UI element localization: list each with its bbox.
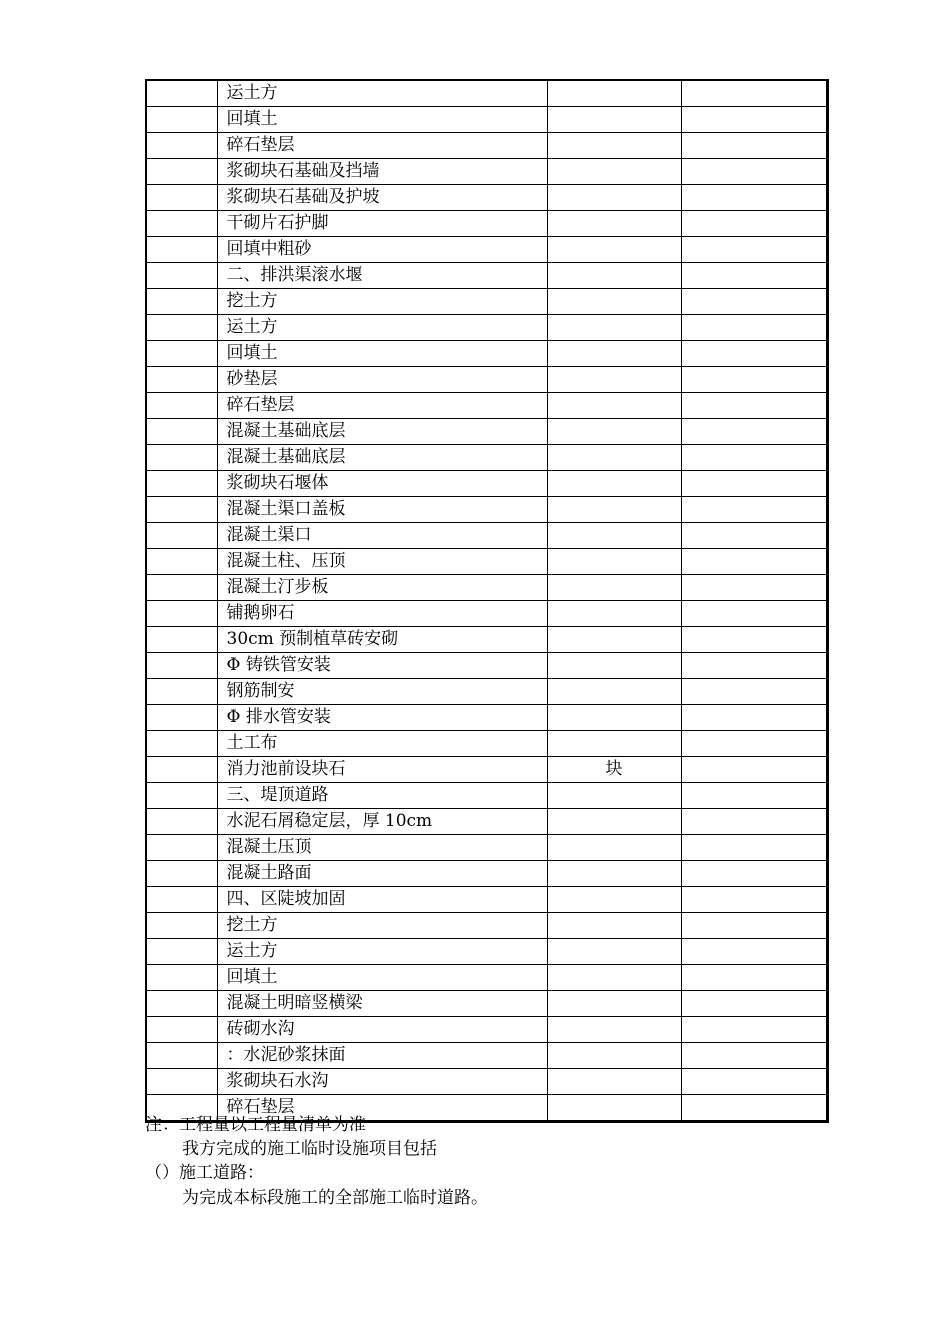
row-number-cell xyxy=(146,471,217,497)
row-number-cell xyxy=(146,1017,217,1043)
table-row xyxy=(146,133,827,159)
unit-cell xyxy=(547,263,681,289)
unit-cell xyxy=(547,731,681,757)
item-name-cell: 浆砌块石堰体 xyxy=(217,471,547,497)
quantity-cell xyxy=(681,523,827,549)
table-row xyxy=(146,263,827,289)
row-number-cell xyxy=(146,575,217,601)
item-name-cell: 混凝土基础底层 xyxy=(217,445,547,471)
unit-cell xyxy=(547,523,681,549)
row-number-cell xyxy=(146,887,217,913)
quantity-cell xyxy=(681,133,827,159)
unit-cell xyxy=(547,679,681,705)
row-number-cell xyxy=(146,367,217,393)
quantity-cell xyxy=(681,835,827,861)
table-row xyxy=(146,653,827,679)
item-name-cell: 浆砌块石水沟 xyxy=(217,1069,547,1095)
row-number-cell xyxy=(146,913,217,939)
unit-cell xyxy=(547,315,681,341)
row-number-cell xyxy=(146,1043,217,1069)
unit-cell xyxy=(547,471,681,497)
item-name-cell: 混凝土渠口 xyxy=(217,523,547,549)
quantity-cell xyxy=(681,393,827,419)
row-number-cell xyxy=(146,601,217,627)
unit-cell xyxy=(547,965,681,991)
item-name-cell: 回填中粗砂 xyxy=(217,237,547,263)
item-name-cell: 浆砌块石基础及挡墙 xyxy=(217,159,547,185)
unit-cell xyxy=(547,445,681,471)
table-row xyxy=(146,1069,827,1095)
unit-cell xyxy=(547,809,681,835)
table-row xyxy=(146,835,827,861)
table-row xyxy=(146,497,827,523)
quantity-cell xyxy=(681,965,827,991)
note-construction-road-text: 为完成本标段施工的全部施工临时道路。 xyxy=(182,1188,488,1208)
quantity-cell xyxy=(681,653,827,679)
table-row xyxy=(146,315,827,341)
quantity-cell xyxy=(681,289,827,315)
table-row xyxy=(146,887,827,913)
item-name-cell: 浆砌块石基础及护坡 xyxy=(217,185,547,211)
quantity-cell xyxy=(681,341,827,367)
quantity-cell xyxy=(681,731,827,757)
row-number-cell xyxy=(146,263,217,289)
table-row xyxy=(146,107,827,133)
row-number-cell xyxy=(146,809,217,835)
quantity-cell xyxy=(681,575,827,601)
unit-cell xyxy=(547,1095,681,1122)
row-number-cell xyxy=(146,445,217,471)
unit-cell xyxy=(547,237,681,263)
row-number-cell xyxy=(146,627,217,653)
item-name-cell: 30cm 预制植草砖安砌 xyxy=(217,627,547,653)
unit-cell xyxy=(547,497,681,523)
quantity-cell xyxy=(681,159,827,185)
row-number-cell xyxy=(146,289,217,315)
table-row xyxy=(146,341,827,367)
unit-cell xyxy=(547,887,681,913)
row-number-cell xyxy=(146,705,217,731)
unit-cell xyxy=(547,601,681,627)
quantity-cell xyxy=(681,445,827,471)
item-name-cell: 四、区陡坡加固 xyxy=(217,887,547,913)
table-row xyxy=(146,991,827,1017)
item-name-cell: 挖土方 xyxy=(217,289,547,315)
item-name-cell: Φ 排水管安装 xyxy=(217,705,547,731)
unit-cell xyxy=(547,289,681,315)
table-row xyxy=(146,679,827,705)
row-number-cell xyxy=(146,237,217,263)
item-name-cell: 混凝土基础底层 xyxy=(217,419,547,445)
quantity-cell xyxy=(681,263,827,289)
unit-cell xyxy=(547,1017,681,1043)
unit-cell xyxy=(547,861,681,887)
item-name-cell: 混凝土柱、压顶 xyxy=(217,549,547,575)
quantity-cell xyxy=(681,549,827,575)
table-row xyxy=(146,913,827,939)
table-row xyxy=(146,939,827,965)
unit-cell xyxy=(547,1069,681,1095)
table-row xyxy=(146,965,827,991)
quantity-cell xyxy=(681,627,827,653)
item-name-cell: 回填土 xyxy=(217,965,547,991)
table-row xyxy=(146,705,827,731)
unit-cell: 块 xyxy=(547,757,681,783)
item-name-cell: ：水泥砂浆抹面 xyxy=(217,1043,547,1069)
quantity-cell xyxy=(681,861,827,887)
table-row xyxy=(146,731,827,757)
row-number-cell xyxy=(146,1069,217,1095)
row-number-cell xyxy=(146,653,217,679)
table-row xyxy=(146,523,827,549)
item-name-cell: 运土方 xyxy=(217,315,547,341)
item-name-cell: 铺鹅卵石 xyxy=(217,601,547,627)
quantity-cell xyxy=(681,80,827,107)
row-number-cell xyxy=(146,419,217,445)
row-number-cell xyxy=(146,965,217,991)
item-name-cell: 水泥石屑稳定层，厚 10cm xyxy=(217,809,547,835)
table-row xyxy=(146,471,827,497)
unit-cell xyxy=(547,107,681,133)
item-name-cell: 运土方 xyxy=(217,939,547,965)
item-name-cell: 混凝土压顶 xyxy=(217,835,547,861)
item-name-cell: 碎石垫层 xyxy=(217,1095,547,1122)
quantity-cell xyxy=(681,107,827,133)
item-name-cell: 消力池前设块石 xyxy=(217,757,547,783)
quantity-cell xyxy=(681,705,827,731)
row-number-cell xyxy=(146,991,217,1017)
item-name-cell: 干砌片石护脚 xyxy=(217,211,547,237)
row-number-cell xyxy=(146,549,217,575)
row-number-cell xyxy=(146,939,217,965)
table-row xyxy=(146,783,827,809)
quantity-cell xyxy=(681,601,827,627)
row-number-cell xyxy=(146,211,217,237)
row-number-cell xyxy=(146,315,217,341)
item-name-cell: 二、排洪渠滚水堰 xyxy=(217,263,547,289)
item-name-cell: 回填土 xyxy=(217,341,547,367)
item-name-cell: 砖砌水沟 xyxy=(217,1017,547,1043)
row-number-cell xyxy=(146,133,217,159)
quantity-cell xyxy=(681,679,827,705)
item-name-cell: 混凝土渠口盖板 xyxy=(217,497,547,523)
unit-cell xyxy=(547,133,681,159)
unit-cell xyxy=(547,80,681,107)
item-name-cell: 碎石垫层 xyxy=(217,393,547,419)
quantity-cell xyxy=(681,237,827,263)
row-number-cell xyxy=(146,159,217,185)
unit-cell xyxy=(547,549,681,575)
table-row xyxy=(146,601,827,627)
unit-cell xyxy=(547,705,681,731)
table-row xyxy=(146,159,827,185)
unit-cell xyxy=(547,367,681,393)
row-number-cell xyxy=(146,107,217,133)
item-name-cell: 砂垫层 xyxy=(217,367,547,393)
quantity-table xyxy=(145,79,829,1123)
quantity-cell xyxy=(681,1043,827,1069)
quantity-cell xyxy=(681,497,827,523)
table-row xyxy=(146,757,827,783)
quantity-cell xyxy=(681,419,827,445)
item-name-cell: 混凝土明暗竖横梁 xyxy=(217,991,547,1017)
table-row xyxy=(146,1043,827,1069)
table-row xyxy=(146,185,827,211)
note-temporary-facilities: 我方完成的施工临时设施项目包括 xyxy=(182,1139,437,1159)
row-number-cell xyxy=(146,861,217,887)
quantity-cell xyxy=(681,939,827,965)
unit-cell xyxy=(547,835,681,861)
row-number-cell xyxy=(146,185,217,211)
item-name-cell: 三、堤顶道路 xyxy=(217,783,547,809)
table-row xyxy=(146,419,827,445)
table-row xyxy=(146,445,827,471)
quantity-cell xyxy=(681,315,827,341)
quantity-cell xyxy=(681,471,827,497)
note-quantity-basis: 注：工程量以工程量清单为准 xyxy=(145,1115,366,1135)
row-number-cell xyxy=(146,80,217,107)
row-number-cell xyxy=(146,835,217,861)
quantity-cell xyxy=(681,367,827,393)
item-name-cell: 钢筋制安 xyxy=(217,679,547,705)
quantity-cell xyxy=(681,757,827,783)
unit-cell xyxy=(547,419,681,445)
table-row xyxy=(146,549,827,575)
quantity-cell xyxy=(681,809,827,835)
unit-cell xyxy=(547,783,681,809)
unit-cell xyxy=(547,913,681,939)
quantity-cell xyxy=(681,991,827,1017)
row-number-cell xyxy=(146,757,217,783)
table-row xyxy=(146,1017,827,1043)
item-name-cell: 回填土 xyxy=(217,107,547,133)
quantity-cell xyxy=(681,185,827,211)
unit-cell xyxy=(547,185,681,211)
table-row xyxy=(146,809,827,835)
note-construction-road-heading: （）施工道路： xyxy=(145,1163,264,1183)
table-row xyxy=(146,237,827,263)
table-row xyxy=(146,211,827,237)
row-number-cell xyxy=(146,523,217,549)
quantity-cell xyxy=(681,1095,827,1122)
unit-cell xyxy=(547,393,681,419)
table-body xyxy=(146,80,827,1122)
item-name-cell: Φ 铸铁管安装 xyxy=(217,653,547,679)
item-name-cell: 混凝土汀步板 xyxy=(217,575,547,601)
quantity-cell xyxy=(681,1069,827,1095)
item-name-cell: 碎石垫层 xyxy=(217,133,547,159)
unit-cell xyxy=(547,653,681,679)
row-number-cell xyxy=(146,731,217,757)
item-name-cell: 混凝土路面 xyxy=(217,861,547,887)
item-name-cell: 土工布 xyxy=(217,731,547,757)
quantity-cell xyxy=(681,211,827,237)
row-number-cell xyxy=(146,497,217,523)
unit-cell xyxy=(547,211,681,237)
row-number-cell xyxy=(146,393,217,419)
unit-cell xyxy=(547,939,681,965)
unit-cell xyxy=(547,341,681,367)
quantity-cell xyxy=(681,887,827,913)
row-number-cell xyxy=(146,679,217,705)
unit-cell xyxy=(547,1043,681,1069)
unit-cell xyxy=(547,575,681,601)
quantity-cell xyxy=(681,913,827,939)
table-row xyxy=(146,393,827,419)
quantity-cell xyxy=(681,1017,827,1043)
item-name-cell: 挖土方 xyxy=(217,913,547,939)
table-row xyxy=(146,80,827,107)
row-number-cell xyxy=(146,341,217,367)
table-row xyxy=(146,861,827,887)
quantity-cell xyxy=(681,783,827,809)
unit-cell xyxy=(547,991,681,1017)
unit-cell xyxy=(547,627,681,653)
table-row xyxy=(146,627,827,653)
table-row xyxy=(146,289,827,315)
row-number-cell xyxy=(146,783,217,809)
item-name-cell: 运土方 xyxy=(217,80,547,107)
table-row xyxy=(146,367,827,393)
table-row xyxy=(146,575,827,601)
unit-cell xyxy=(547,159,681,185)
